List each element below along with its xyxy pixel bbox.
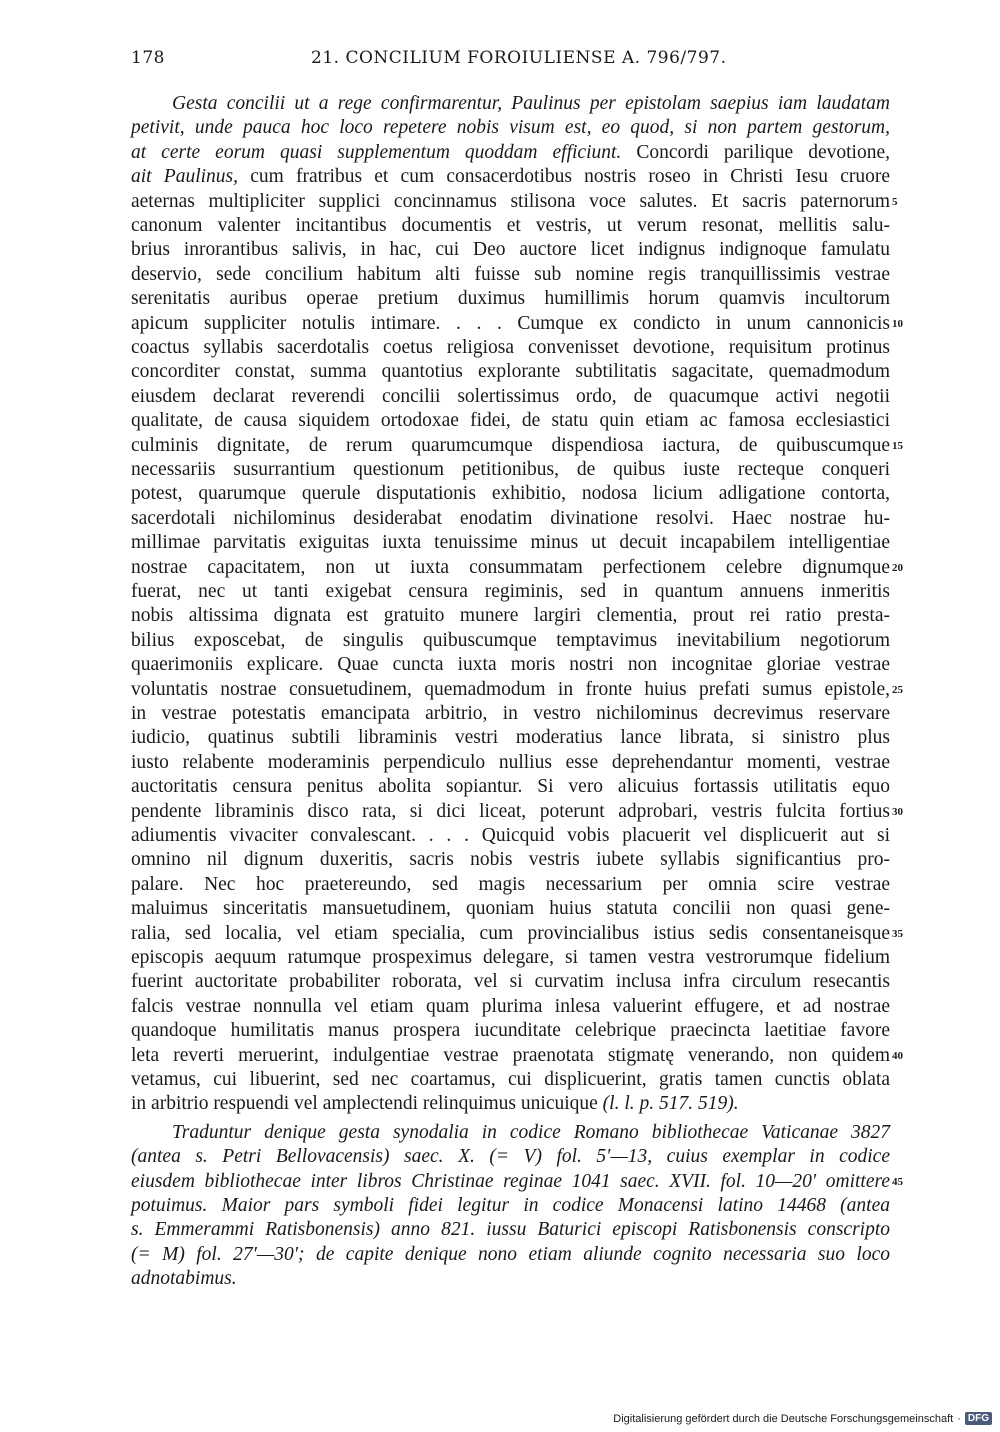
text-span: s. Emmerammi Ratisbonensis) anno 821. iussu Baturici episcopi Ratisbonensis conscripto — [131, 1219, 890, 1241]
text-span: necessariis susurrantium questionum petitionibus, de quibus iuste recteque conqueri — [131, 459, 890, 480]
text-span: quaerimoniis explicare. Quae cuncta iuxta moris nostri non incognitae gloriae vestrae — [131, 654, 890, 676]
text-line — [131, 1145, 890, 1169]
text-line — [131, 653, 890, 677]
text-line — [131, 995, 890, 1019]
text-span: in arbitrio respuendi vel amplectendi relinquimus unicuique — [131, 1093, 603, 1115]
text-span: ait Paulinus, — [131, 166, 239, 188]
text-line — [131, 946, 890, 970]
text-line — [131, 1019, 890, 1043]
text-line — [131, 336, 890, 360]
text-line — [131, 873, 890, 897]
text-line — [131, 922, 890, 946]
text-span: brius inrorantibus salivis, in hac, cui Deo auctore licet indignus indignoque famulatu — [131, 239, 890, 261]
text-span: concorditer constat, summa quantotius explorante subtilitatis sagacitate, quemadmodum — [131, 361, 890, 383]
text-line — [131, 190, 890, 214]
line-number: 20 — [892, 561, 903, 574]
text-span: canonum valenter incitantibus documentis et vestris, ut verum resonat, mellitis salu- — [131, 215, 890, 236]
text-line — [131, 116, 890, 140]
text-span: eiusdem declarat reverendi concilii solertissimus ordo, de quacumque activi negotii — [131, 385, 890, 407]
text-line — [172, 92, 890, 116]
line-number: 25 — [892, 683, 903, 696]
text-line — [131, 409, 890, 433]
text-span: bilius exposcebat, de singulis quibuscumque temptavimus inevitabilium negotiorum — [131, 629, 890, 651]
text-span: (= M) fol. 27′—30′; de capite denique nono etiam aliunde cognito necessaria suo loco — [131, 1243, 890, 1265]
running-title: 21. CONCILIUM FOROIULIENSE A. 796/797. — [311, 48, 727, 68]
text-span: in vestrae potestatis emancipata arbitrio, in vestro nichilominus decrevimus reservare — [131, 703, 890, 724]
text-line — [131, 1267, 890, 1291]
text-span: ralia, sed localia, vel etiam specialia, cum provincialibus istius sedis consentaneisque — [131, 922, 890, 944]
page-number: 178 — [131, 48, 165, 68]
text-line — [131, 580, 890, 604]
text-line — [131, 165, 890, 189]
text-line — [131, 360, 890, 384]
text-span: falcis vestrae nonnulla vel etiam quam plurima inlesa valuerint effugere, et ad nostrae — [131, 995, 890, 1017]
text-line — [131, 678, 890, 702]
line-number: 15 — [892, 439, 903, 452]
text-span: nostrae capacitatem, non ut iuxta consummatam perfectionem celebre dignumque — [131, 556, 890, 578]
text-span: nobis altissima dignata est gratuito munere largiri clementia, prout rei ratio presta- — [131, 605, 890, 627]
text-line — [172, 1121, 890, 1145]
text-span: eiusdem bibliothecae inter libros Christinae reginae 1041 saec. XVII. fol. 10—20′ omittere — [131, 1170, 890, 1192]
footer: Digitalisierung gefördert durch die Deutsche Forschungsgemeinschaft · DFG — [613, 1412, 992, 1425]
text-line — [131, 531, 890, 555]
text-line — [131, 1218, 890, 1242]
text-span: omnino nil dignum duxeritis, sacris nobis vestris iubete syllabis significantius pro- — [131, 849, 890, 871]
text-span: palare. Nec hoc praetereundo, sed magis necessarium per omnia scire vestrae — [131, 873, 890, 895]
text-line — [131, 214, 890, 238]
text-line — [131, 1194, 890, 1218]
text-span: coactus syllabis sacerdotalis coetus religiosa convenisset devotione, requisitum protinus — [131, 337, 890, 358]
text-span: Gesta concilii ut a rege confirmarentur, Paulinus per epistolam saepius iam laudatam — [172, 93, 890, 114]
text-line — [131, 1044, 890, 1068]
line-number: 30 — [892, 805, 903, 818]
text-line — [131, 1170, 890, 1194]
line-number: 45 — [892, 1175, 903, 1188]
text-span: aeternas multipliciter supplici concinnamus stilisona voce salutes. Et sacris paternorum — [131, 190, 890, 212]
text-line — [131, 629, 890, 653]
text-line — [131, 287, 890, 311]
text-span: cum fratribus et cum consacerdotibus nostris roseo in Christi Iesu cruore — [238, 166, 890, 188]
footer-text: Digitalisierung gefördert durch die Deutsche Forschungsgemeinschaft — [613, 1412, 954, 1425]
text-span: serenitatis auribus operae pretium duximus humillimis horum quamvis incultorum — [131, 288, 890, 310]
text-span: fuerat, nec ut tanti exigebat censura regiminis, sed in quantum annuens inmeritis — [131, 581, 890, 602]
text-line — [131, 482, 890, 506]
text-span: adiumentis vivaciter convalescant. . . . Quicquid vobis placuerit vel displicuerit aut si — [131, 825, 890, 846]
text-line — [131, 775, 890, 799]
text-line — [131, 604, 890, 628]
text-span: leta reverti meruerint, indulgentiae vestrae praenotata stigmatę venerando, non quidem — [131, 1044, 890, 1066]
line-number: 10 — [892, 317, 903, 330]
text-line — [131, 800, 890, 824]
text-span: iusto relabente moderaminis perpendiculo nullius esse deprehendantur momenti, vestrae — [131, 751, 890, 773]
text-line — [131, 141, 890, 165]
text-line — [131, 824, 890, 848]
line-number: 40 — [892, 1049, 903, 1062]
text-span: Traduntur denique gesta synodalia in codice Romano bibliothecae Vaticanae 3827 — [172, 1121, 890, 1143]
text-span: pendente libraminis disco rata, si dici liceat, poterunt adprobari, vestris fulcita fortius — [131, 800, 890, 822]
text-line — [131, 263, 890, 287]
text-line — [131, 385, 890, 409]
text-span: quandoque humilitatis manus prospera iucunditate celebrique praecincta laetitiae favore — [131, 1020, 890, 1042]
text-line — [131, 507, 890, 531]
text-span: vetamus, cui libuerint, sed nec coartamus, cui displicuerint, gratis tamen cunctis oblata — [131, 1069, 890, 1090]
text-line — [131, 1068, 890, 1092]
text-span: adnotabimus. — [131, 1268, 237, 1290]
text-span: petivit, unde pauca hoc loco repetere nobis visum est, eo quod, si non partem gestorum, — [131, 117, 890, 139]
text-line — [131, 458, 890, 482]
text-span: at certe eorum quasi supplementum quoddam efficiunt. — [131, 141, 622, 163]
text-span: potuimus. Maior pars symboli fidei legitur in codice Monacensi latino 14468 (antea — [131, 1195, 890, 1216]
text-span: potest, quarumque querule disputationis exhibitio, nodosa licium adligatione contorta, — [131, 483, 890, 505]
text-span: maluimus sinceritatis mansuetudinem, quoniam huius statuta concilii non quasi gene- — [131, 898, 890, 920]
text-span: qualitate, de causa siquidem ortodoxae fidei, de statu quin etiam ac famosa ecclesiastici — [131, 410, 890, 432]
line-number: 35 — [892, 927, 903, 940]
line-number: 5 — [892, 195, 898, 208]
text-line — [131, 1243, 890, 1267]
text-span: voluntatis nostrae consuetudinem, quemadmodum in fronte huius prefati sumus epistole, — [131, 678, 890, 700]
text-span: episcopis aequum ratumque prospeximus delegare, si tamen vestra vestrorumque fidelium — [131, 947, 890, 968]
text-line — [131, 726, 890, 750]
text-line — [131, 702, 890, 726]
text-line — [131, 434, 890, 458]
text-span: apicum suppliciter notulis intimare. . . . Cumque ex condicto in unum cannonicis — [131, 312, 890, 334]
text-span: sacerdotali nichilominus desiderabat enodatim divinatione resolvi. Haec nostrae hu- — [131, 507, 890, 529]
text-line — [131, 1092, 890, 1116]
text-line — [131, 897, 890, 921]
text-span: fuerint auctoritate probabiliter roborata, vel si curvatim inclusa infra circulum resecantis — [131, 971, 890, 993]
text-span: culminis dignitate, de rerum quarumcumque dispendiosa iactura, de quibuscumque — [131, 434, 890, 456]
text-line — [131, 970, 890, 994]
text-line — [131, 556, 890, 580]
text-line — [131, 238, 890, 262]
text-line — [131, 312, 890, 336]
text-span: Concordi parilique devotione, — [621, 141, 890, 163]
text-span: (antea s. Petri Bellovacensis) saec. X. (= V) fol. 5′—13, cuius exemplar in codice — [131, 1146, 890, 1168]
text-line — [131, 751, 890, 775]
text-line — [131, 848, 890, 872]
text-span: (l. l. p. 517. 519). — [602, 1093, 739, 1115]
dfg-logo-icon: DFG — [965, 1412, 992, 1425]
text-span: auctoritatis censura penitus abolita sopiantur. Si vero alicuius fortassis utilitatis equo — [131, 776, 890, 798]
text-span: deservio, sede concilium habitum alti fuisse sub nomine regis tranquillissimis vestrae — [131, 263, 890, 285]
text-span: iudicio, quatinus subtili libraminis vestri moderatius lance librata, si sinistro plus — [131, 727, 890, 749]
text-span: millimae parvitatis exiguitas iuxta tenuissime minus ut decuit incapabilem intelligentiae — [131, 532, 890, 554]
